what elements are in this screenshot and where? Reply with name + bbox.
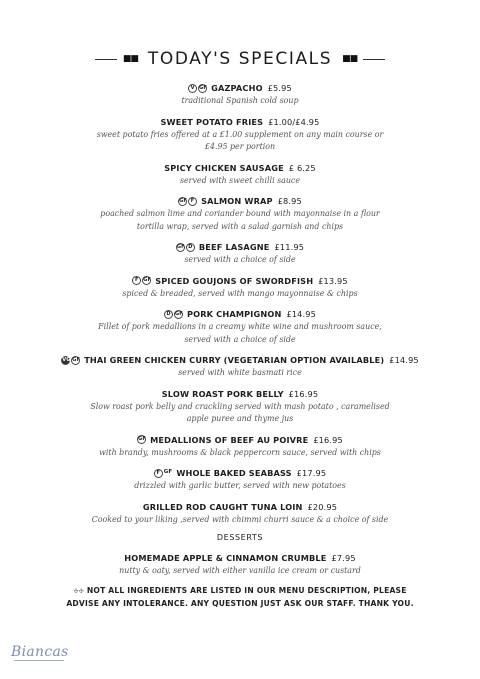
item-price: £17.95	[296, 468, 327, 478]
item-heading	[14, 466, 466, 480]
item-heading	[14, 433, 466, 447]
item-heading	[14, 161, 466, 175]
menu-item	[14, 240, 466, 267]
item-description: served with a choice of side	[184, 334, 296, 344]
item-description: served with white basmati rice	[178, 368, 302, 377]
gf-icon: GF	[138, 436, 146, 442]
allergen-icons: ✣✣	[73, 587, 84, 595]
item-description: Fillet of pork medallions in a creamy white wine and mushroom sauce,	[98, 322, 382, 331]
dietary-badges	[61, 356, 81, 365]
item-price: £14.95	[389, 355, 419, 365]
item-description: sweet potato fries offered at a £1.00 supplement on any main course or	[96, 129, 384, 139]
fish-icon: F	[132, 276, 141, 285]
item-description: poached salmon lime and coriander bound with mayonnaise in a flour	[100, 209, 380, 218]
menu-item	[14, 194, 466, 233]
item-description: served with a choice of side	[184, 255, 296, 264]
item-price: £ 6.25	[288, 162, 316, 173]
vegan-icon: VG	[62, 356, 71, 363]
gf-icon: GF	[72, 356, 81, 363]
gf-icon: GF	[179, 197, 187, 204]
gf-text: GF	[163, 468, 173, 475]
item-description: Slow roast pork belly and crackling served with mash potato , caramelised	[90, 401, 390, 411]
item-heading	[14, 500, 466, 514]
dietary-badges	[176, 243, 196, 252]
menu-item	[14, 81, 466, 108]
gf-icon: GF	[176, 243, 185, 250]
desserts-heading: DESSERTS	[216, 533, 264, 542]
menu-item	[14, 551, 466, 578]
fish-icon: F	[154, 469, 163, 478]
dietary-badges	[137, 435, 147, 444]
menu-item	[14, 353, 466, 380]
item-name: PORK CHAMPIGNON	[186, 309, 282, 319]
item-price: £13.95	[318, 275, 348, 286]
gf-icon: GF	[174, 310, 183, 317]
item-name: SALMON WRAP	[201, 196, 273, 206]
page-title: TODAY'S SPECIALS	[147, 49, 333, 69]
item-name: GRILLED ROD CAUGHT TUNA LOIN	[142, 501, 303, 512]
menu-item	[14, 500, 466, 527]
menu-item	[14, 115, 466, 154]
item-description: nutty & oaty, served with either vanilla ice cream or custard	[119, 566, 361, 575]
dietary-badges	[132, 276, 152, 285]
specials-list	[14, 81, 466, 610]
item-price: £14.95	[286, 309, 317, 319]
menu-item	[14, 161, 466, 188]
menu-item	[14, 466, 466, 493]
item-name: WHOLE BAKED SEABASS	[176, 468, 292, 478]
item-heading	[14, 115, 466, 129]
item-description: £4.95 per portion	[204, 142, 276, 151]
item-description: traditional Spanish cold soup	[181, 96, 299, 105]
title-row	[0, 46, 480, 72]
item-heading	[14, 307, 466, 321]
title-ornament-right: ■■	[342, 53, 358, 64]
dairy-icon: D	[164, 310, 173, 319]
item-description: apple puree and thyme jus	[186, 414, 294, 423]
item-heading	[14, 353, 466, 367]
item-name: SLOW ROAST PORK BELLY	[161, 388, 284, 399]
item-name: THAI GREEN CHICKEN CURRY (VEGETARIAN OPTION AVAILABLE)	[84, 355, 385, 365]
item-description: with brandy, mushrooms & black peppercorn sauce, served with chips	[99, 447, 381, 457]
allergen-notice	[14, 585, 466, 610]
item-description: drizzled with garlic butter, served with new potatoes	[134, 481, 346, 490]
item-name: SPICY CHICKEN SAUSAGE	[164, 162, 284, 173]
logo-underline	[14, 660, 64, 661]
gf-icon: GF	[199, 84, 207, 91]
item-price: £8.95	[277, 196, 302, 206]
item-heading	[14, 551, 466, 565]
item-heading	[14, 240, 466, 254]
item-price: £5.95	[267, 83, 292, 93]
item-description: spiced & breaded, served with mango mayonnaise & chips	[122, 288, 358, 298]
dairy-icon: D	[186, 243, 195, 252]
menu-item	[14, 307, 466, 346]
menu-item	[14, 387, 466, 426]
title-ornament-left: ■■	[122, 53, 138, 64]
item-price: £11.95	[274, 242, 305, 252]
dietary-badges	[178, 197, 198, 206]
gf-icon: GF	[143, 277, 152, 283]
notice-text: NOT ALL INGREDIENTS ARE LISTED IN OUR MENU DESCRIPTION, PLEASE ADVISE ANY INTOLERANCE. ANY QUESTION JUST ASK OUR STAFF. THANK YOU.	[66, 585, 414, 608]
item-name: MEDALLIONS OF BEEF AU POIVRE	[150, 434, 309, 445]
item-heading	[14, 81, 466, 95]
v-icon: V	[188, 84, 197, 93]
fish-icon: F	[188, 197, 197, 206]
item-name: BEEF LASAGNE	[198, 242, 270, 252]
item-price: £1.00/£4.95	[268, 116, 320, 127]
item-name: SPICED GOUJONS OF SWORDFISH	[155, 275, 314, 286]
item-description: Cooked to your liking ,served with chimmi churri sauce & a choice of side	[91, 514, 389, 524]
item-price: £16.95	[288, 388, 319, 399]
dietary-badges	[164, 310, 184, 319]
item-heading	[14, 194, 466, 208]
item-price: £16.95	[313, 434, 343, 445]
item-name: SWEET POTATO FRIES	[160, 116, 264, 127]
item-heading	[14, 387, 466, 401]
title-rule-right	[363, 59, 385, 60]
biancas-logo: Biancas	[11, 644, 69, 660]
menu-item	[14, 433, 466, 460]
item-description: tortilla wrap, served with a salad garnish and chips	[136, 221, 344, 231]
item-heading	[14, 274, 466, 288]
dietary-badges	[188, 84, 208, 93]
item-name: GAZPACHO	[211, 83, 263, 93]
item-price: £7.95	[331, 553, 356, 563]
title-rule-left	[95, 59, 117, 60]
dietary-badges	[154, 469, 174, 478]
item-description: served with sweet chilli sauce	[179, 175, 301, 185]
menu-item	[14, 274, 466, 301]
item-name: HOMEMADE APPLE & CINNAMON CRUMBLE	[124, 553, 327, 563]
item-price: £20.95	[307, 501, 338, 512]
